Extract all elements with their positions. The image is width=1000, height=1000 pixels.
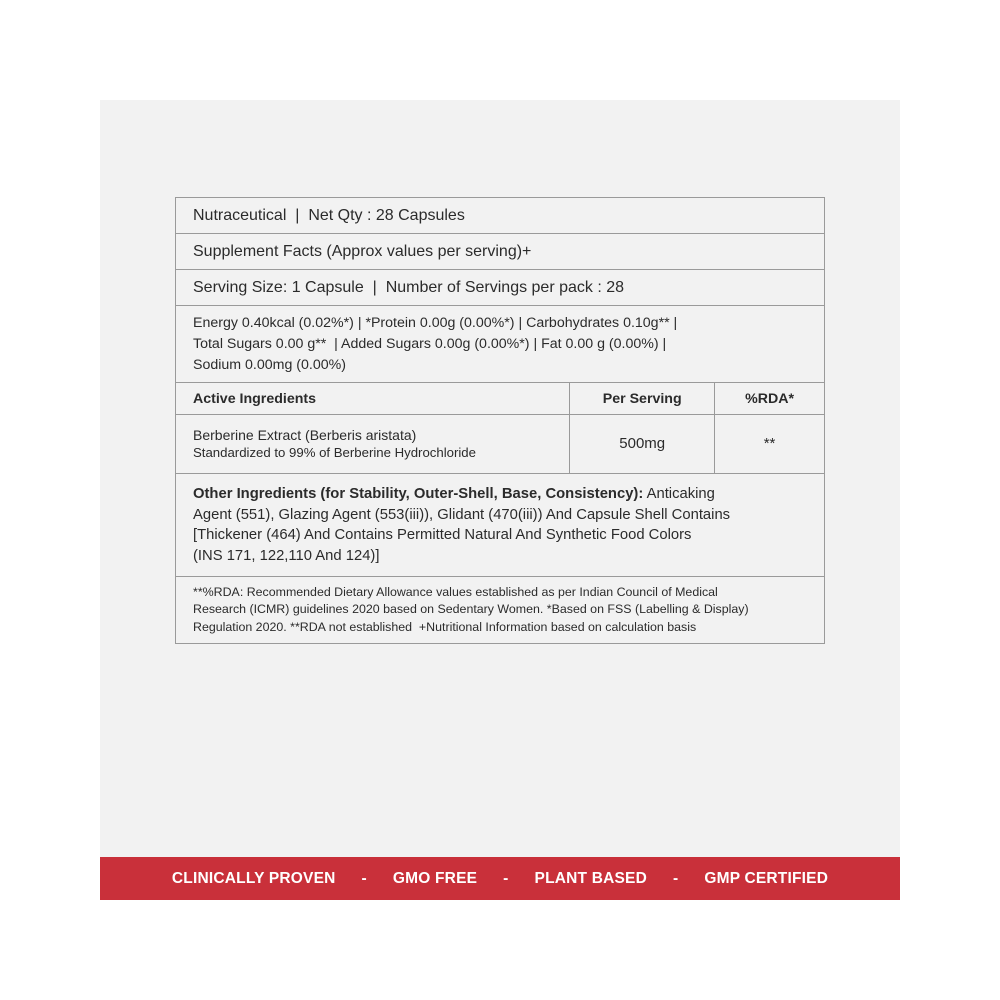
other-ingredients-line: Agent (551), Glazing Agent (553(iii)), Glidant (470(iii)) And Capsule Shell Contains	[193, 506, 731, 523]
other-ingredients-line	[193, 484, 824, 505]
nutrition-values	[176, 306, 825, 383]
table-row	[176, 415, 825, 474]
ingredient-name-cell	[176, 415, 570, 474]
claim-gmo-free: GMO FREE	[392, 869, 478, 887]
footnote-line: Research (ICMR) guidelines 2020 based on Sedentary Women. *Based on FSS (Labelling & Display)	[193, 602, 749, 617]
claims-banner	[100, 857, 900, 900]
column-header-active-ingredients: Active Ingredients	[176, 383, 570, 415]
supplement-facts-table	[175, 197, 825, 644]
nutrition-line: Energy 0.40kcal (0.02%*) | *Protein 0.00g (0.00%*) | Carbohydrates 0.10g** |	[193, 314, 678, 331]
nutrition-line: Sodium 0.00mg (0.00%)	[193, 356, 346, 373]
net-qty-text: Nutraceutical | Net Qty : 28 Capsules	[176, 198, 825, 234]
other-ingredients-line: [Thickener (464) And Contains Permitted Natural And Synthetic Food Colors	[193, 527, 692, 543]
other-ingredients-text	[176, 474, 825, 577]
column-header-per-serving: Per Serving	[570, 383, 715, 415]
other-ingredients-value: Anticaking	[643, 486, 715, 502]
claim-plant-based: PLANT BASED	[534, 869, 647, 887]
footnote-line: **%RDA: Recommended Dietary Allowance values established as per Indian Council of Medical	[193, 584, 718, 599]
other-ingredients-row	[176, 474, 825, 577]
ingredients-header-row	[176, 383, 825, 415]
claim-gmp-certified: GMP CERTIFIED	[704, 869, 829, 887]
other-ingredients-line: (INS 171, 122,110 And 124)]	[193, 547, 380, 564]
other-ingredients-label: Other Ingredients (for Stability, Outer-Shell, Base, Consistency):	[193, 486, 644, 502]
supplement-facts-row	[176, 234, 825, 270]
column-header-rda: %RDA*	[715, 383, 825, 415]
ingredient-detail: Standardized to 99% of Berberine Hydrochloride	[193, 445, 476, 460]
supplement-facts-title: Supplement Facts (Approx values per serving)+	[176, 234, 825, 270]
serving-size-text: Serving Size: 1 Capsule | Number of Servings per pack : 28	[176, 270, 825, 306]
rda-value: **	[715, 415, 825, 474]
ingredient-name: Berberine Extract (Berberis aristata)	[193, 427, 417, 443]
nutrition-row	[176, 306, 825, 383]
label-panel	[100, 100, 900, 857]
claim-clinically-proven: CLINICALLY PROVEN	[171, 869, 336, 887]
footnote-text	[176, 577, 825, 644]
footnote-line: Regulation 2020. **RDA not established +Nutritional Information based on calculation basis	[193, 619, 697, 634]
per-serving-value: 500mg	[570, 415, 715, 474]
footnote-row	[176, 577, 825, 644]
net-qty-row	[176, 198, 825, 234]
claim-separator: -	[361, 869, 367, 887]
serving-size-row	[176, 270, 825, 306]
claim-separator: -	[672, 869, 679, 887]
claim-separator: -	[503, 869, 509, 887]
nutrition-line: Total Sugars 0.00 g** | Added Sugars 0.00g (0.00%*) | Fat 0.00 g (0.00%) |	[193, 335, 667, 352]
